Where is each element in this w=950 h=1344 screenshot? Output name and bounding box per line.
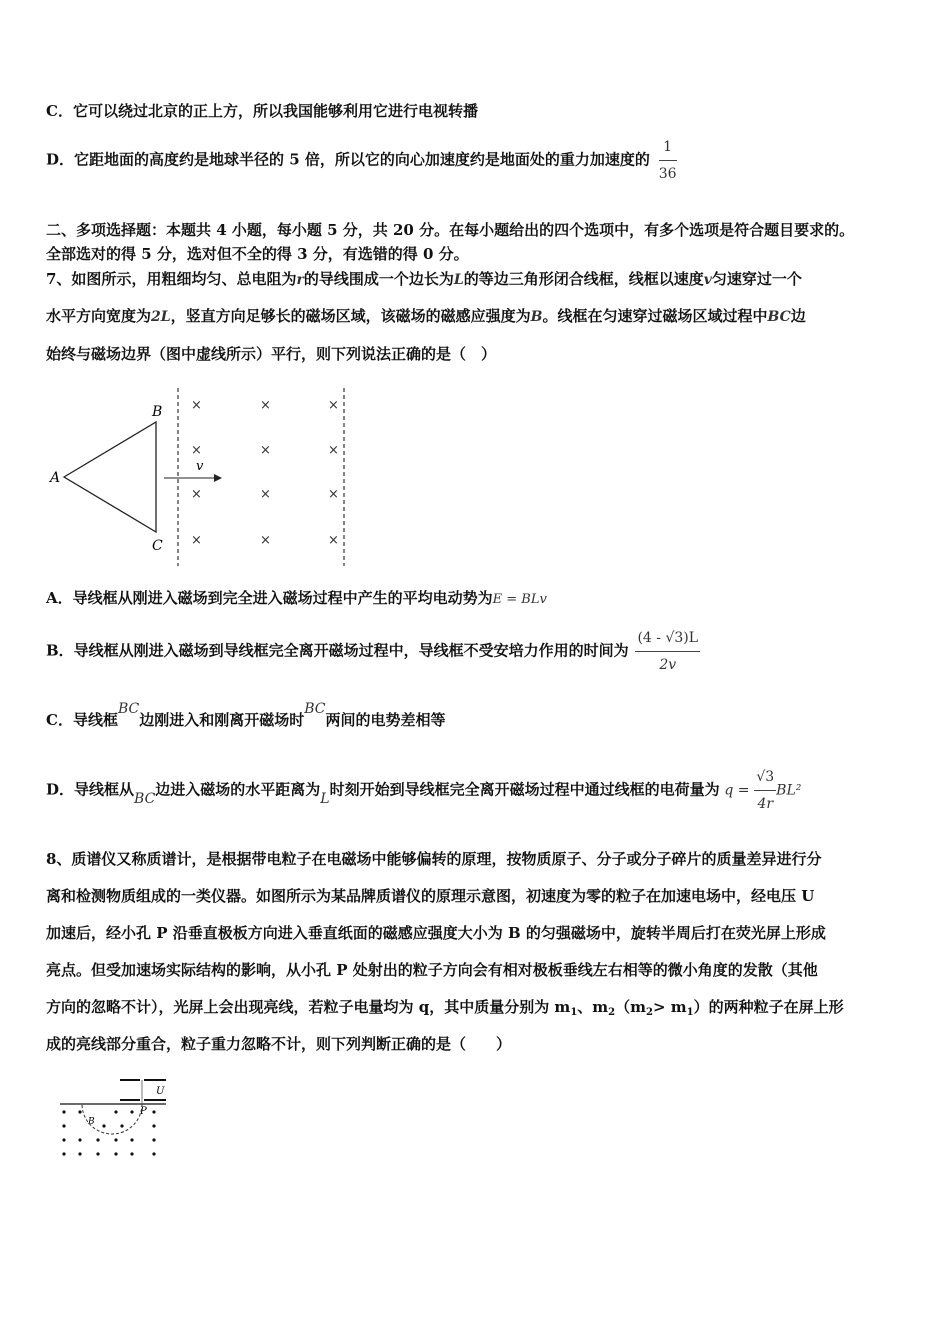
q8-diagram [56, 1076, 168, 1160]
fraction-numerator: √3 [754, 766, 776, 791]
fraction-numerator: (4 - √3)L [635, 627, 700, 652]
vertex-c-label: C [152, 538, 163, 554]
field-crosses [191, 398, 339, 548]
var-BC: BC [117, 701, 140, 717]
q6-option-d-text: D．它距地面的高度约是地球半径的 5 倍，所以它的向心加速度约是地面处的重力加速度的 [46, 150, 650, 169]
q8-stem-line2: 离和检测物质组成的一类仪器。如图所示为某品牌质谱仪的原理示意图，初速度为零的粒子在加速电场中，经电压 U [46, 887, 815, 905]
q7-option-d [46, 766, 801, 815]
q7-option-a [46, 587, 547, 611]
cross-mark: × [191, 533, 202, 548]
equation-lhs: q = [724, 782, 750, 799]
q8-stem-line3: 加速后，经小孔 P 沿垂直极板方向进入垂直纸面的磁感应强度大小为 B 的匀强磁场中，旋转半周后打在荧光屏上形成 [46, 924, 826, 942]
cross-mark: × [328, 533, 339, 548]
subscript: 1 [686, 1007, 694, 1018]
section-header-line1: 二、多项选择题：本题共 4 小题，每小题 5 分，共 20 分。在每小题给出的四个选项中，有多个选项是符合题目要求的。 [46, 221, 855, 239]
option-text: 时刻开始到导线框完全离开磁场过程中通过线框的电荷量为 [329, 780, 720, 799]
var-L: L [320, 790, 330, 807]
option-text: 边进入磁场的水平距离为 [155, 780, 321, 799]
field-label: B [88, 1117, 95, 1127]
text: 、m [577, 998, 609, 1016]
triangle-frame [64, 422, 156, 532]
q6-option-d [46, 136, 677, 185]
voltage-label: U [156, 1086, 165, 1097]
var-r: r [296, 272, 304, 288]
q6-option-c: C．它可以绕过北京的正上方，所以我国能够利用它进行电视转播 [46, 102, 478, 120]
option-text: B．导线框从刚进入磁场到导线框完全离开磁场过程中，导线框不受安培力作用的时间为 [46, 641, 629, 660]
cross-mark: × [328, 443, 339, 458]
text: > m [652, 998, 687, 1016]
q8-stem-line5 [46, 996, 844, 1024]
q7-option-c [46, 701, 446, 735]
var-L: L [453, 272, 464, 288]
q7-option-d-fraction [754, 766, 776, 815]
text: 的等边三角形闭合线框，线框以速度 [463, 270, 704, 288]
velocity-label: v [196, 459, 204, 474]
cross-mark: × [260, 533, 271, 548]
cross-mark: × [191, 487, 202, 502]
hole-label: P [140, 1106, 147, 1117]
var-v: v [703, 272, 712, 288]
q8-stem-line1: 8、质谱仪又称质谱计，是根据带电粒子在电磁场中能够偏转的原理，按物质原子、分子或分子碎片的质量差异进行分 [46, 850, 822, 868]
q7-stem-line3: 始终与磁场边界（图中虚线所示）平行，则下列说法正确的是（ ） [46, 345, 497, 363]
option-text: C．导线框 [46, 711, 118, 729]
fraction-denominator: 36 [658, 166, 677, 182]
field-dots [62, 1110, 155, 1155]
subscript: 2 [608, 1007, 616, 1018]
section-header-line2: 全部选对的得 5 分，选对但不全的得 3 分，有选错的得 0 分。 [46, 245, 469, 263]
text: 。线框在匀速穿过磁场区域过程中 [542, 307, 768, 325]
option-text: D．导线框从 [46, 780, 135, 799]
vertex-b-label: B [152, 404, 163, 420]
q8-stem-line4: 亮点。但受加速场实际结构的影响，从小孔 P 处射出的粒子方向会有相对极板垂线左右相等的微小角度的发散（其他 [46, 961, 818, 979]
text: 边 [790, 307, 806, 325]
q8-stem-line6: 成的亮线部分重合，粒子重力忽略不计，则下列判断正确的是（ ） [46, 1035, 512, 1053]
text: ）的两种粒子在屏上形 [693, 998, 844, 1016]
cross-mark: × [260, 398, 271, 413]
text: ，竖直方向足够长的磁场区域，该磁场的磁感应强度为 [170, 307, 531, 325]
cross-mark: × [260, 487, 271, 502]
cross-mark: × [260, 443, 271, 458]
q6-option-d-fraction [659, 136, 677, 185]
equation: E = BLv [492, 592, 547, 607]
text: 的导线围成一个边长为 [303, 270, 454, 288]
fraction-denominator: 4r [757, 796, 774, 812]
var-B: B [530, 309, 543, 325]
q7-stem-line2 [46, 305, 806, 328]
var-BC: BC [767, 309, 791, 325]
cross-mark: × [191, 443, 202, 458]
cross-mark: × [328, 398, 339, 413]
var-2L: 2L [151, 309, 171, 325]
subscript: 2 [646, 1007, 653, 1018]
q7-option-b [46, 627, 700, 676]
var-BC: BC [134, 790, 156, 807]
text: （m [615, 998, 646, 1016]
cross-mark: × [191, 398, 202, 413]
text: 方向的忽略不计），光屏上会出现亮线，若粒子电量均为 q，其中质量分别为 m [46, 998, 571, 1016]
q7-stem-line1 [46, 268, 802, 291]
var-BC: BC [304, 701, 326, 717]
fraction-numerator: 1 [659, 136, 677, 161]
text: 7、如图所示，用粗细均匀、总电阻为 [46, 270, 297, 288]
subscript: 1 [570, 1007, 578, 1018]
option-text: 边刚进入和刚离开磁场时 [139, 711, 305, 729]
option-text: 两间的电势差相等 [325, 711, 446, 729]
cross-mark: × [328, 487, 339, 502]
velocity-arrowhead [214, 474, 222, 482]
text: 水平方向宽度为 [46, 307, 152, 325]
equation-tail: BL² [776, 782, 802, 799]
text: 匀速穿过一个 [711, 270, 802, 288]
q7-option-b-fraction [635, 627, 700, 676]
vertex-a-label: A [50, 470, 61, 486]
fraction-denominator: 2v [659, 657, 677, 673]
option-text: A．导线框从刚进入磁场到完全进入磁场过程中产生的平均电动势为 [46, 589, 493, 607]
q7-diagram [46, 388, 366, 568]
